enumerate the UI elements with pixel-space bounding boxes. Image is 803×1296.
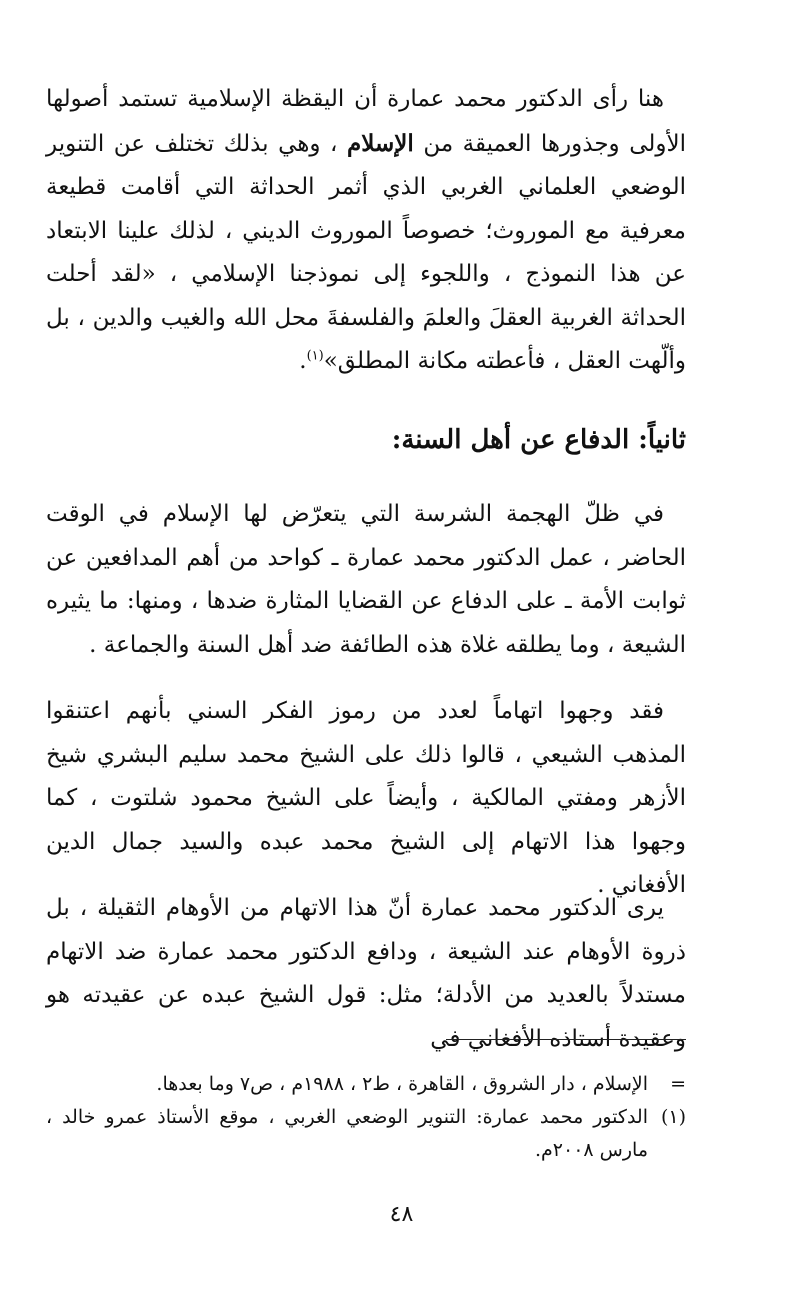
paragraph-accusations (46, 690, 686, 908)
bold-term: الإسلام (347, 129, 414, 157)
footnotes (46, 1068, 686, 1167)
footnote-1 (46, 1101, 686, 1167)
paragraph-intro-continued: ، وهي بذلك تختلف عن التنوير الوضعي العلماني الغربي الذي أثمر الحداثة التي أقامت قطيعة معرفية مع الموروث؛ خصوصاً الموروث الديني ، لذلك علينا الابتعاد عن هذا النموذج ، واللجوء إلى نموذجنا الإسلامي ، «لقد أحلت الحداثة الغربية العقلَ والعلمَ والفلسفةَ محل الله والغيب والدين ، بل وألّهت العقل ، فأعطته مكانة المطلق» (46, 130, 686, 374)
paragraph-accusations-text: فقد وجهوا اتهاماً لعدد من رموز الفكر السني بأنهم اعتنقوا المذهب الشيعي ، قالوا ذلك على الشيخ محمد سليم البشري شيخ الأزهر ومفتي المالكية ، وأيضاً على الشيخ محمود شلتوت ، كما وجهوا هذا الاتهام إلى الشيخ محمد عبده والسيد جمال الدين الأفغاني . (46, 698, 686, 898)
paragraph-defense (46, 493, 686, 667)
footnote-continued (46, 1068, 686, 1101)
paragraph-refutation-text: يرى الدكتور محمد عمارة أنّ هذا الاتهام من الأوهام الثقيلة ، بل ذروة الأوهام عند الشيعة ، ودافع الدكتور محمد عمارة ضد الاتهام مستدلاً بالعديد من الأدلة؛ مثل: قول الشيخ عبده عن عقيدته هو وعقيدة أستاذه الأفغاني في (46, 895, 686, 1052)
footnote-text: الإسلام ، دار الشروق ، القاهرة ، ط٢ ، ١٩٨٨م ، ص٧ وما بعدها. (156, 1073, 648, 1095)
paragraph-defense-text: في ظلّ الهجمة الشرسة التي يتعرّض لها الإسلام في الوقت الحاضر ، عمل الدكتور محمد عمارة ـ كواحد من أهم المدافعين عن ثوابت الأمة ـ على الدفاع عن القضايا المثارة ضدها ، ومنها: ما يثيره الشيعة ، وما يطلقه غلاة هذه الطائفة ضد أهل السنة والجماعة . (46, 501, 686, 658)
footnote-reference[interactable]: (١) (306, 348, 324, 364)
page-number: ٤٨ (389, 1202, 414, 1227)
footnote-divider (446, 1039, 686, 1040)
footnote-marker: = (670, 1073, 686, 1095)
book-page (46, 0, 686, 1296)
footnote-text: الدكتور محمد عمارة: التنوير الوضعي الغربي ، موقع الأستاذ عمرو خالد ، مارس ٢٠٠٨م. (46, 1106, 648, 1161)
paragraph-intro-end: . (299, 348, 307, 374)
footnote-marker: (١) (660, 1106, 686, 1128)
paragraph-refutation (46, 887, 686, 1061)
paragraph-intro-text: هنا رأى الدكتور محمد عمارة أن اليقظة الإسلامية تستمد أصولها الأولى وجذورها العميقة من (46, 86, 686, 157)
paragraph-intro (46, 78, 686, 384)
section-heading: ثانياً: الدفاع عن أهل السنة: (391, 425, 686, 455)
